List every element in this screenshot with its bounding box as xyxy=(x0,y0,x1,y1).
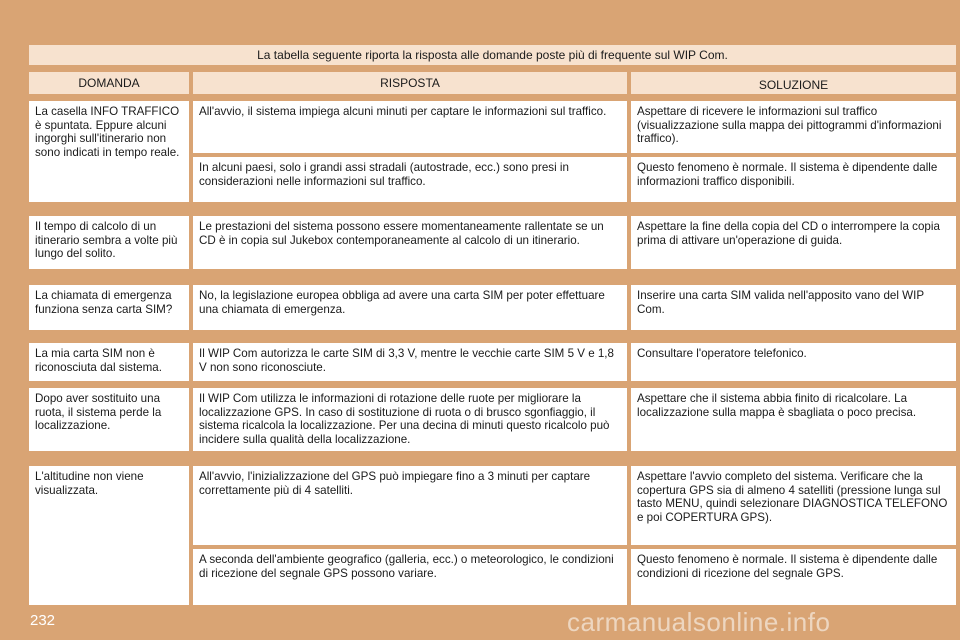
answer-cell: Le prestazioni del sistema possono essere momentaneamente rallentate se un CD è in copia sul Jukebox contemporaneamente al calcolo di un itinerario. xyxy=(193,216,627,269)
solution-cell: Aspettare l'avvio completo del sistema. Verificare che la copertura GPS sia di almeno 4 satelliti (pressione lunga sul tasto MENU, quindi selezionare DIAGNOSTICA TELEFONO e poi COPERTURA GPS). xyxy=(631,466,956,545)
solution-cell: Aspettare che il sistema abbia finito di ricalcolare. La localizzazione sulla mappa è sbagliata o poco precisa. xyxy=(631,388,956,451)
solution-cell: Questo fenomeno è normale. Il sistema è dipendente dalle condizioni di ricezione del segnale GPS. xyxy=(631,549,956,605)
question-cell: La mia carta SIM non è riconosciuta dal sistema. xyxy=(29,343,189,381)
solution-cell: Consultare l'operatore telefonico. xyxy=(631,343,956,381)
answer-cell: All'avvio, il sistema impiega alcuni minuti per captare le informazioni sul traffico. xyxy=(193,101,627,153)
header-risposta: RISPOSTA xyxy=(193,72,627,94)
answer-cell: In alcuni paesi, solo i grandi assi stradali (autostrade, ecc.) sono presi in considerazioni nelle informazioni sul traffico. xyxy=(193,157,627,202)
answer-cell: No, la legislazione europea obbliga ad avere una carta SIM per poter effettuare una chiamata di emergenza. xyxy=(193,285,627,330)
answer-cell: All'avvio, l'inizializzazione del GPS può impiegare fino a 3 minuti per captare correttamente più di 4 satelliti. xyxy=(193,466,627,545)
question-cell: Il tempo di calcolo di un itinerario sembra a volte più lungo del solito. xyxy=(29,216,189,269)
header-soluzione: SOLUZIONE xyxy=(631,72,956,94)
solution-cell: Aspettare di ricevere le informazioni sul traffico (visualizzazione sulla mappa dei pittogrammi d'informazioni traffico). xyxy=(631,101,956,153)
solution-cell: Inserire una carta SIM valida nell'apposito vano del WIP Com. xyxy=(631,285,956,330)
solution-cell: Aspettare la fine della copia del CD o interrompere la copia prima di attivare un'operazione di guida. xyxy=(631,216,956,269)
question-cell: L'altitudine non viene visualizzata. xyxy=(29,466,189,605)
watermark: carmanualsonline.info xyxy=(567,607,831,637)
answer-cell: A seconda dell'ambiente geografico (galleria, ecc.) o meteorologico, le condizioni di ricezione del segnale GPS possono variare. xyxy=(193,549,627,605)
question-cell: La chiamata di emergenza funziona senza carta SIM? xyxy=(29,285,189,330)
answer-cell: Il WIP Com utilizza le informazioni di rotazione delle ruote per migliorare la localizzazione GPS. In caso di sostituzione di ruota o di brusco sgonfiaggio, il sistema ricalcola la localizzazione. Per una decina di minuti questo ricalcolo può incidere sulla qualità della localizzazione. xyxy=(193,388,627,451)
intro-banner: La tabella seguente riporta la risposta alle domande poste più di frequente sul WIP Com. xyxy=(29,45,956,65)
page-number: 232 xyxy=(30,612,56,629)
answer-cell: Il WIP Com autorizza le carte SIM di 3,3 V, mentre le vecchie carte SIM 5 V e 1,8 V non sono riconosciute. xyxy=(193,343,627,381)
question-cell: Dopo aver sostituito una ruota, il sistema perde la localizzazione. xyxy=(29,388,189,451)
header-domanda: DOMANDA xyxy=(29,72,189,94)
solution-cell: Questo fenomeno è normale. Il sistema è dipendente dalle informazioni traffico disponibili. xyxy=(631,157,956,202)
question-cell: La casella INFO TRAFFICO è spuntata. Eppure alcuni ingorghi sull'itinerario non sono indicati in tempo reale. xyxy=(29,101,189,202)
